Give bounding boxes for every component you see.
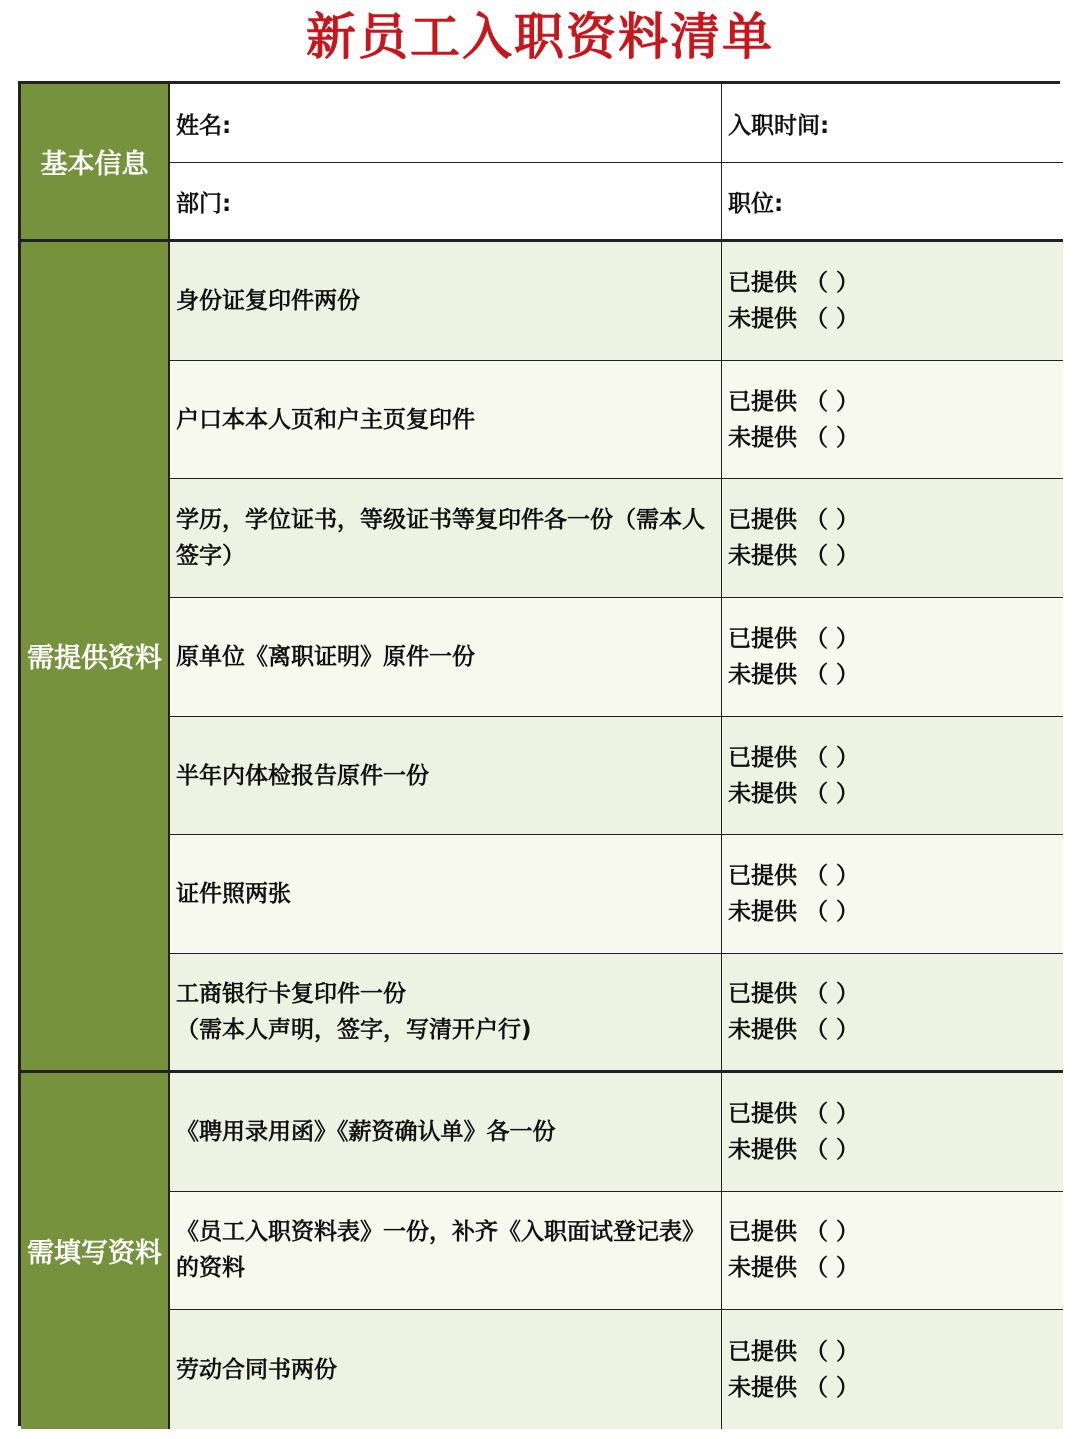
status-provided-option[interactable]: 已提供 （ ） [728,625,860,652]
status-cell[interactable] [722,479,1063,598]
document-item [170,1192,722,1311]
page-title: 新员工入职资料清单 [306,8,774,66]
status-not-provided-option[interactable]: 未提供 （ ） [728,1255,860,1282]
document-item [170,479,722,598]
section-provide-docs: 需提供资料 [21,242,170,1073]
document-item [170,717,722,836]
document-item-label: 户口本本人页和户主页复印件 [176,406,475,433]
status-not-provided-option[interactable]: 未提供 （ ） [728,899,860,926]
status-provided-option[interactable]: 已提供 （ ） [728,1338,860,1365]
name-label: 姓名: [176,112,232,139]
status-not-provided-option[interactable]: 未提供 （ ） [728,780,860,807]
status-provided-option[interactable]: 已提供 （ ） [728,863,860,890]
status-cell[interactable] [722,1073,1063,1192]
status-not-provided-option[interactable]: 未提供 （ ） [728,543,860,570]
document-item [170,954,722,1073]
section-basic-info: 基本信息 [21,84,170,242]
document-item-label: 劳动合同书两份 [176,1356,337,1383]
document-item [170,361,722,480]
document-item-label: 工商银行卡复印件一份 （需本人声明，签字，写清开户行) [176,980,532,1043]
document-item [170,598,722,717]
document-item-label: 《员工入职资料表》一份，补齐《入职面试登记表》的资料 [176,1219,705,1282]
name-field[interactable] [170,84,722,163]
department-field[interactable] [170,163,722,242]
status-not-provided-option[interactable]: 未提供 （ ） [728,1016,860,1043]
document-item [170,1073,722,1192]
status-cell[interactable] [722,717,1063,836]
status-cell[interactable] [722,835,1063,954]
status-not-provided-option[interactable]: 未提供 （ ） [728,661,860,688]
document-item-label: 《聘用录用函》《薪资确认单》各一份 [176,1118,556,1145]
status-provided-option[interactable]: 已提供 （ ） [728,269,860,296]
document-item [170,242,722,361]
status-not-provided-option[interactable]: 未提供 （ ） [728,305,860,332]
document-item-label: 身份证复印件两份 [176,287,360,314]
hire-date-field[interactable] [722,84,1063,163]
document-item-label: 证件照两张 [176,881,291,908]
status-cell[interactable] [722,1310,1063,1429]
document-item [170,835,722,954]
document-item-label: 学历，学位证书，等级证书等复印件各一份（需本人签字） [176,507,705,570]
document-item-label: 原单位《离职证明》原件一份 [176,643,475,670]
status-provided-option[interactable]: 已提供 （ ） [728,507,860,534]
status-not-provided-option[interactable]: 未提供 （ ） [728,424,860,451]
position-label: 职位: [728,190,784,217]
section-fill-docs: 需填写资料 [21,1073,170,1429]
status-cell[interactable] [722,954,1063,1073]
position-field[interactable] [722,163,1063,242]
status-cell[interactable] [722,598,1063,717]
document-item [170,1310,722,1429]
checklist-table [18,81,1060,1426]
status-provided-option[interactable]: 已提供 （ ） [728,980,860,1007]
status-not-provided-option[interactable]: 未提供 （ ） [728,1136,860,1163]
department-label: 部门: [176,190,232,217]
document-item-label: 半年内体检报告原件一份 [176,762,429,789]
hire-date-label: 入职时间: [728,112,830,139]
status-provided-option[interactable]: 已提供 （ ） [728,1219,860,1246]
status-provided-option[interactable]: 已提供 （ ） [728,744,860,771]
status-cell[interactable] [722,1192,1063,1311]
status-not-provided-option[interactable]: 未提供 （ ） [728,1374,860,1401]
status-provided-option[interactable]: 已提供 （ ） [728,388,860,415]
status-cell[interactable] [722,242,1063,361]
status-provided-option[interactable]: 已提供 （ ） [728,1100,860,1127]
status-cell[interactable] [722,361,1063,480]
